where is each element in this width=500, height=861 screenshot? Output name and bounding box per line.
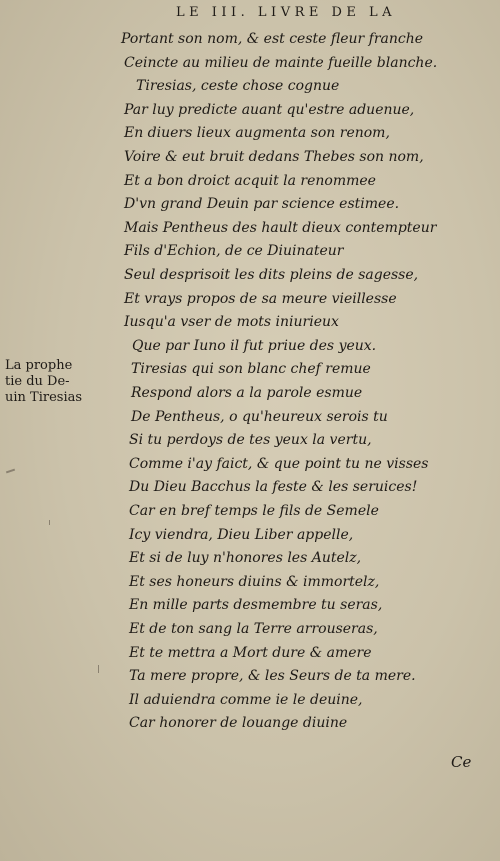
verse-line: D'vn grand Deuin par science estimee. — [124, 196, 400, 212]
verse-line: Et a bon droict acquit la renommee — [124, 173, 376, 189]
verse-line: Et de ton sang la Terre arrouseras, — [129, 621, 378, 637]
running-head: LE III. LIVRE DE LA — [176, 5, 397, 20]
verse-line: Du Dieu Bacchus la feste & les seruices! — [129, 479, 418, 495]
verse-line: Et si de luy n'honores les Autelz, — [129, 550, 362, 566]
verse-line: Il aduiendra comme ie le deuine, — [129, 692, 363, 708]
verse-line: Tiresias, ceste chose cognue — [136, 78, 340, 94]
verse-line: Mais Pentheus des hault dieux contempteur — [124, 220, 437, 236]
margin-smudge — [49, 520, 50, 525]
verse-line: Portant son nom, & est ceste fleur franche — [121, 31, 424, 47]
verse-line: Seul desprisoit les dits pleins de sagesse, — [124, 267, 419, 283]
verse-line: Fils d'Echion, de ce Diuinateur — [124, 243, 344, 259]
verse-line: En diuers lieux augmenta son renom, — [124, 125, 390, 141]
margin-note-line: tie du De- — [5, 374, 70, 389]
verse-line: Comme i'ay faict, & que point tu ne visses — [129, 456, 429, 472]
verse-line: Ceincte au milieu de mainte fueille blanche. — [124, 55, 438, 71]
margin-note — [5, 358, 82, 406]
margin-smudge — [6, 469, 15, 474]
margin-note-line: La prophe — [5, 358, 73, 373]
verse-line: Icy viendra, Dieu Liber appelle, — [129, 527, 354, 543]
verse-line: Iusqu'a vser de mots iniurieux — [124, 314, 339, 330]
verse-line: Et te mettra a Mort dure & amere — [129, 645, 372, 661]
verse-line: Que par Iuno il fut priue des yeux. — [132, 338, 377, 354]
verse-line: Tiresias qui son blanc chef remue — [131, 361, 371, 377]
verse-line: Ta mere propre, & les Seurs de ta mere. — [129, 668, 416, 684]
margin-smudge — [98, 665, 99, 673]
verse-line: Voire & eut bruit dedans Thebes son nom, — [124, 149, 424, 165]
verse-line: Par luy predicte auant qu'estre aduenue, — [124, 102, 415, 118]
verse-line: De Pentheus, o qu'heureux serois tu — [131, 409, 388, 425]
verse-line: Et ses honeurs diuins & immortelz, — [129, 574, 380, 590]
verse-line: Car honorer de louange diuine — [129, 715, 348, 731]
verse-line: Et vrays propos de sa meure vieillesse — [124, 291, 397, 307]
verse-line: Car en bref temps le fils de Semele — [129, 503, 379, 519]
margin-note-line: uin Tiresias — [5, 390, 83, 405]
catchword: Ce — [451, 753, 472, 771]
verse-line: Respond alors a la parole esmue — [131, 385, 363, 401]
verse-line: En mille parts desmembre tu seras, — [129, 597, 383, 613]
verse-line: Si tu perdoys de tes yeux la vertu, — [129, 432, 372, 448]
